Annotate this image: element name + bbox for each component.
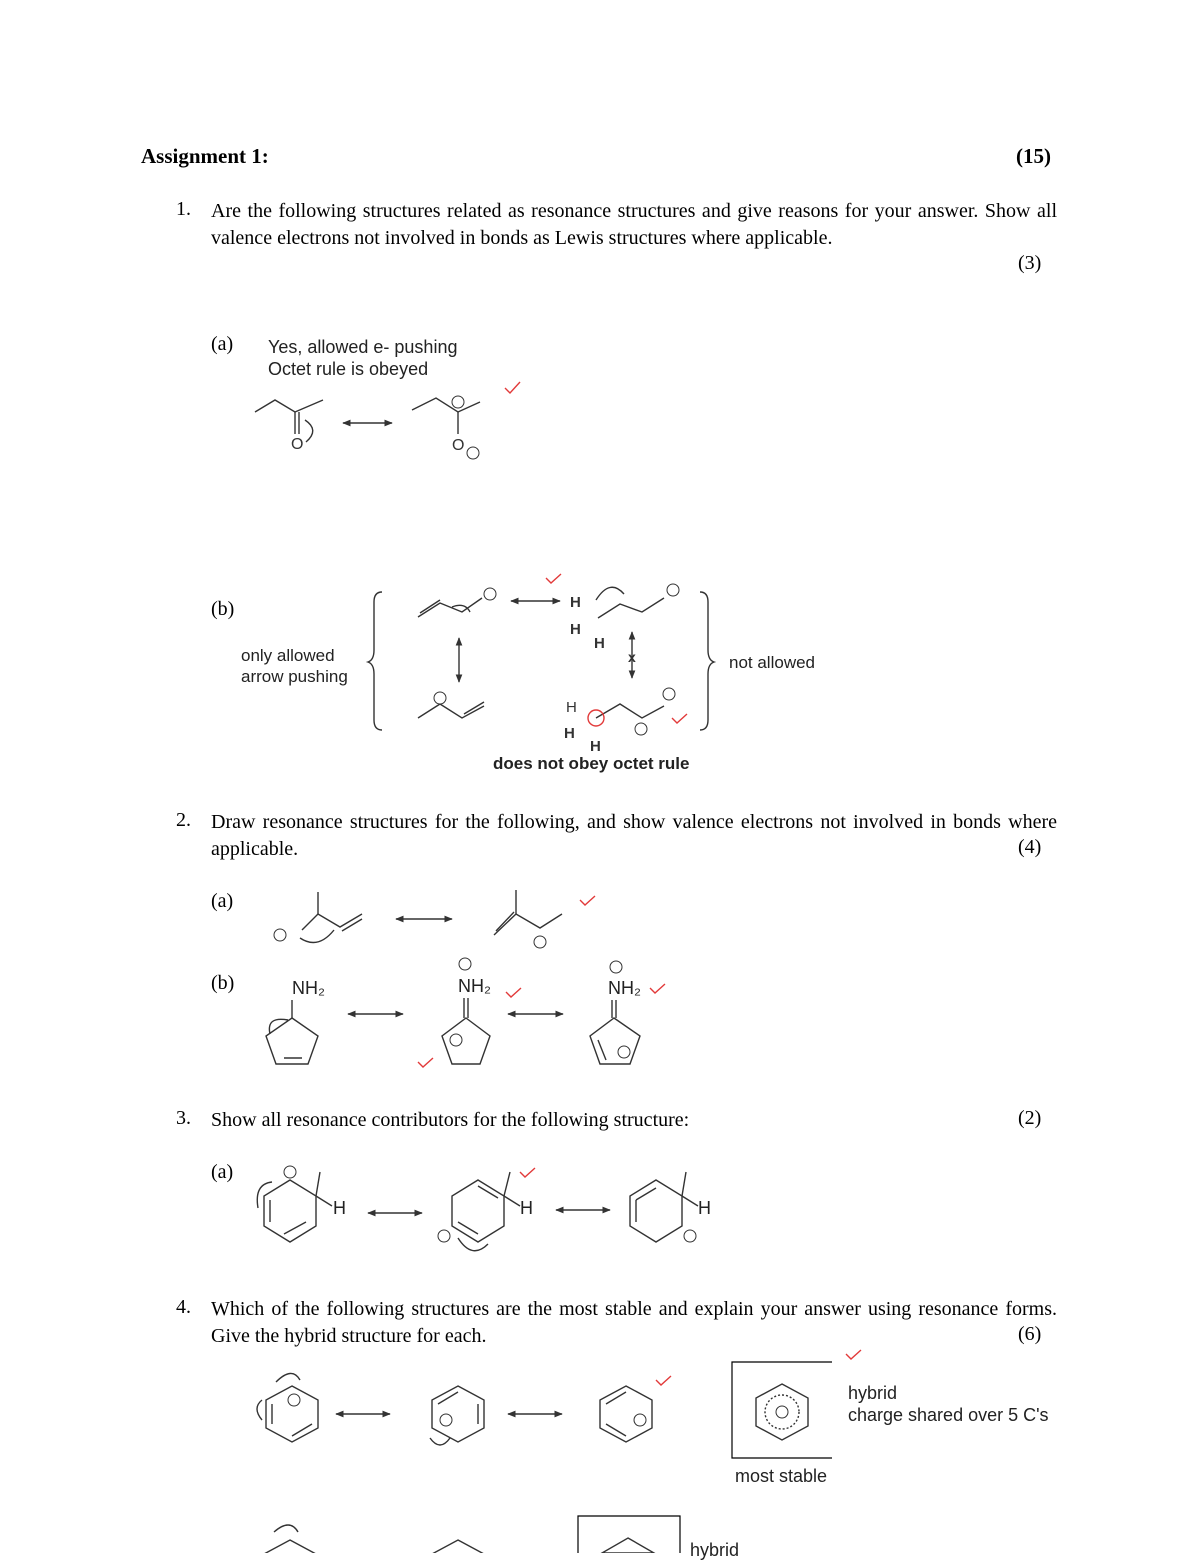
question-4-marks: (6) bbox=[1018, 1323, 1042, 1345]
q3-h-label-2: H bbox=[520, 1198, 533, 1218]
oxygen-atom: O bbox=[291, 436, 304, 453]
svg-text:H: H bbox=[570, 621, 581, 638]
nh2-label-2: NH₂ bbox=[458, 976, 491, 996]
question-1a-label: (a) bbox=[211, 333, 234, 355]
nh2-label-3: NH₂ bbox=[608, 978, 641, 998]
question-1b-label: (b) bbox=[211, 598, 235, 620]
question-3-marks: (2) bbox=[1018, 1107, 1042, 1129]
question-3a-label: (a) bbox=[211, 1161, 234, 1183]
question-1a-note-line1: Yes, allowed e- pushing bbox=[268, 337, 458, 357]
check-mark-1b-top bbox=[546, 574, 561, 583]
check-mark-1a bbox=[505, 382, 520, 393]
most-stable-label: most stable bbox=[735, 1466, 828, 1486]
question-1b-bottom-note: does not obey octet rule bbox=[493, 754, 690, 773]
question-2b-label: (b) bbox=[211, 972, 235, 994]
assignment-total-marks: (15) bbox=[1016, 144, 1051, 168]
check-mark-1b-bottom bbox=[672, 714, 687, 723]
question-1b-right-note: not allowed bbox=[729, 653, 816, 672]
question-1b-left-note-line2: arrow pushing bbox=[241, 667, 348, 686]
question-1a-note-line2: Octet rule is obeyed bbox=[268, 359, 429, 379]
question-2-text: Draw resonance structures for the following, and show valence electrons not involved in bonds where applicable. bbox=[211, 811, 1057, 860]
q1a-ketone-structure bbox=[255, 400, 323, 453]
hybrid-description: charge shared over 5 C's bbox=[848, 1405, 1049, 1425]
right-brace bbox=[700, 592, 714, 730]
q1a-zwitterion-structure bbox=[412, 396, 480, 459]
svg-text:H: H bbox=[594, 635, 605, 652]
question-1b-left-note-line1: only allowed bbox=[241, 646, 335, 665]
assignment-title: Assignment 1: bbox=[141, 144, 269, 168]
question-4-text: Which of the following structures are the most stable and explain your answer using resonance forms. Give the hybrid structure for each. bbox=[211, 1298, 1057, 1347]
question-3-number: 3. bbox=[176, 1107, 191, 1129]
svg-text:H: H bbox=[570, 594, 581, 611]
q3-h-label-3: H bbox=[698, 1198, 711, 1218]
hybrid-label-2: hybrid bbox=[690, 1540, 740, 1560]
oxygen-atom-2: O bbox=[452, 437, 465, 454]
question-2-number: 2. bbox=[176, 809, 191, 831]
q3-h-label-1: H bbox=[333, 1198, 346, 1218]
question-1-marks: (3) bbox=[1018, 252, 1042, 274]
svg-text:x: x bbox=[628, 649, 636, 665]
question-1-number: 1. bbox=[176, 198, 191, 220]
svg-text:H: H bbox=[564, 725, 575, 742]
question-3-text: Show all resonance contributors for the following structure: bbox=[211, 1109, 690, 1131]
question-1-text: Are the following structures related as resonance structures and give reasons for your answer. Show all valence electrons not involved in bonds as Lewis structures where applicable. bbox=[211, 200, 1057, 249]
hybrid-label: hybrid bbox=[848, 1383, 898, 1403]
nh2-label-1: NH₂ bbox=[292, 978, 325, 998]
question-4-number: 4. bbox=[176, 1296, 191, 1318]
question-2-marks: (4) bbox=[1018, 836, 1042, 858]
svg-text:H: H bbox=[590, 738, 601, 755]
check-mark-2a bbox=[580, 896, 595, 905]
left-brace bbox=[368, 592, 382, 730]
svg-text:H: H bbox=[566, 699, 577, 716]
question-2a-label: (a) bbox=[211, 890, 234, 912]
